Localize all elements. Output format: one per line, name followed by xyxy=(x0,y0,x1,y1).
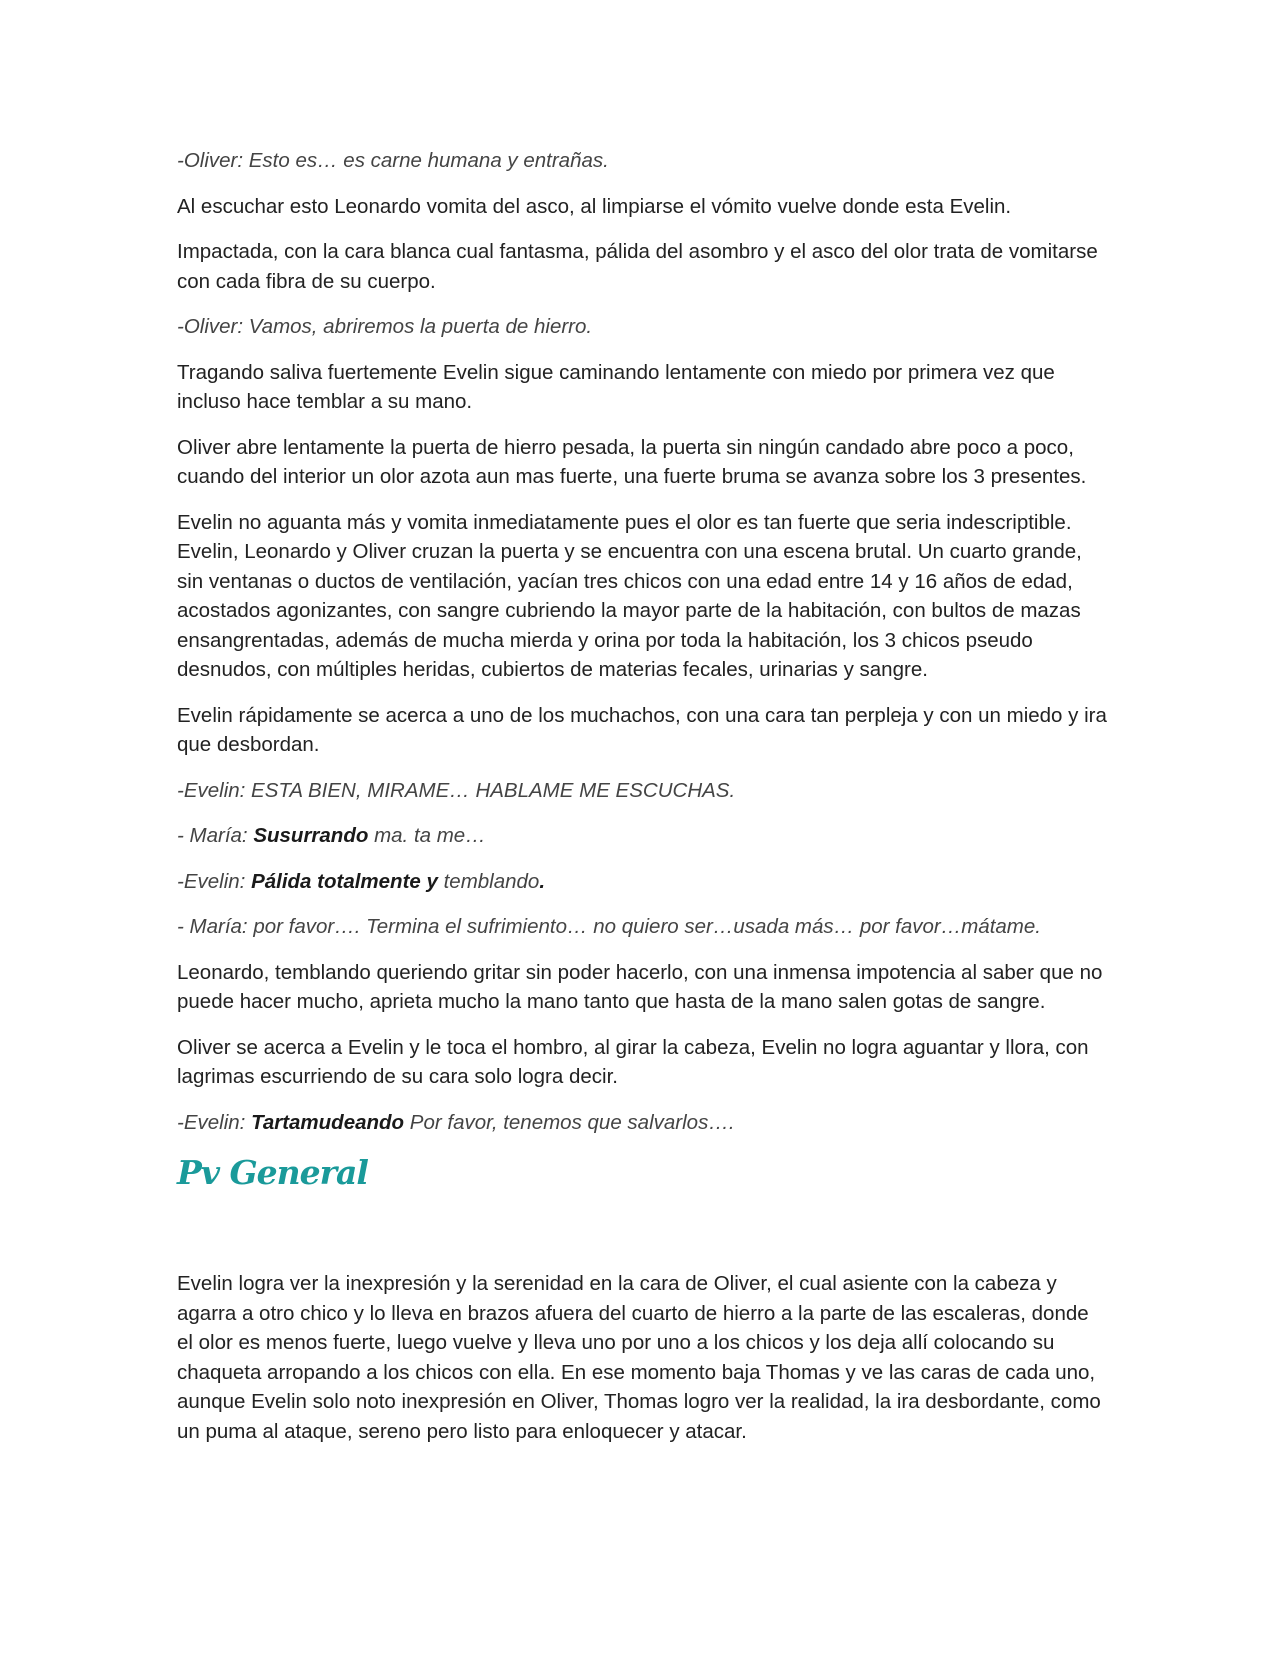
dialogue-line xyxy=(177,912,1107,942)
dialogue-text: -Evelin: xyxy=(177,1110,252,1134)
dialogue-text: - María: por favor…. Termina el sufrimiento… no quiero ser…usada más… por favor…mátame. xyxy=(177,915,1041,938)
dialogue-line xyxy=(177,867,1107,897)
dialogue-text: -Oliver: Esto es… es carne humana y entrañas. xyxy=(177,149,609,172)
section-heading: Pv General xyxy=(177,1153,368,1192)
dialogue-line xyxy=(177,146,1107,176)
dialogue-text: -Evelin: ESTA BIEN, MIRAME… HABLAME ME ESCUCHAS. xyxy=(177,778,736,802)
dialogue-line xyxy=(177,1108,1107,1138)
document-page xyxy=(177,146,1107,1462)
dialogue-line xyxy=(177,312,1107,342)
dialogue-text: -Oliver: Vamos, abriremos la puerta de hierro. xyxy=(177,315,593,338)
narrative-paragraph: Tragando saliva fuertemente Evelin sigue caminando lentamente con miedo por primera vez que incluso hace temblar a su mano. xyxy=(177,360,1055,413)
stage-direction: Pálida totalmente y xyxy=(251,869,438,893)
narrative-paragraph: Leonardo, temblando queriendo gritar sin poder hacerlo, con una inmensa impotencia al saber que no puede hacer mucho, aprieta mucho la mano tanto que hasta de la mano salen gotas de sangre. xyxy=(177,960,1103,1013)
narrative-paragraph: Impactada, con la cara blanca cual fantasma, pálida del asombro y el asco del olor trata de vomitarse con cada fibra de su cuerpo. xyxy=(177,240,1098,293)
dialogue-text: Por favor, tenemos que salvarlos…. xyxy=(404,1110,735,1134)
stage-direction: . xyxy=(539,869,546,893)
stage-direction: Susurrando xyxy=(253,824,369,847)
dialogue-text: ma. ta me… xyxy=(368,824,486,847)
dialogue-text: temblando xyxy=(437,869,540,893)
narrative-paragraph: Al escuchar esto Leonardo vomita del asco, al limpiarse el vómito vuelve donde esta Evelin. xyxy=(177,194,1012,218)
dialogue-line xyxy=(177,821,1107,851)
dialogue-line xyxy=(177,776,1107,806)
dialogue-text: - María: xyxy=(177,824,254,847)
stage-direction: Tartamudeando xyxy=(251,1110,405,1134)
narrative-paragraph: Oliver se acerca a Evelin y le toca el hombro, al girar la cabeza, Evelin no logra aguantar y llora, con lagrimas escurriendo de su cara solo logra decir. xyxy=(177,1035,1089,1088)
narrative-paragraph: Evelin no aguanta más y vomita inmediatamente pues el olor es tan fuerte que seria indescriptible. Evelin, Leonardo y Oliver cruzan la puerta y se encuentra con una escena brutal. Un cuarto grande, sin ventanas o ductos de ventilación, yacían tres chicos con una edad entre 14 y 16 años de edad, acostados agonizantes, con sangre cubriendo la mayor parte de la habitación, con bultos de mazas ensangrentadas, además de mucha mierda y orina por toda la habitación, los 3 chicos pseudo desnudos, con múltiples heridas, cubiertos de materias fecales, urinarias y sangre. xyxy=(177,510,1082,681)
dialogue-text: -Evelin: xyxy=(177,869,252,893)
narrative-paragraph: Evelin rápidamente se acerca a uno de los muchachos, con una cara tan perpleja y con un miedo y ira que desbordan. xyxy=(177,703,1107,756)
narrative-paragraph: Oliver abre lentamente la puerta de hierro pesada, la puerta sin ningún candado abre poco a poco, cuando del interior un olor azota aun mas fuerte, una fuerte bruma se avanza sobre los 3 presentes. xyxy=(177,435,1087,488)
narrative-paragraph: Evelin logra ver la inexpresión y la serenidad en la cara de Oliver, el cual asiente con la cabeza y agarra a otro chico y lo lleva en brazos afuera del cuarto de hierro a la parte de las escaleras, donde el olor es menos fuerte, luego vuelve y lleva uno por uno a los chicos y los deja allí colocando su chaqueta arropando a los chicos con ella. En ese momento baja Thomas y ve las caras de cada uno, aunque Evelin solo noto inexpresión en Oliver, Thomas logro ver la realidad, la ira desbordante, como un puma al ataque, sereno pero listo para enloquecer y atacar. xyxy=(177,1272,1101,1443)
